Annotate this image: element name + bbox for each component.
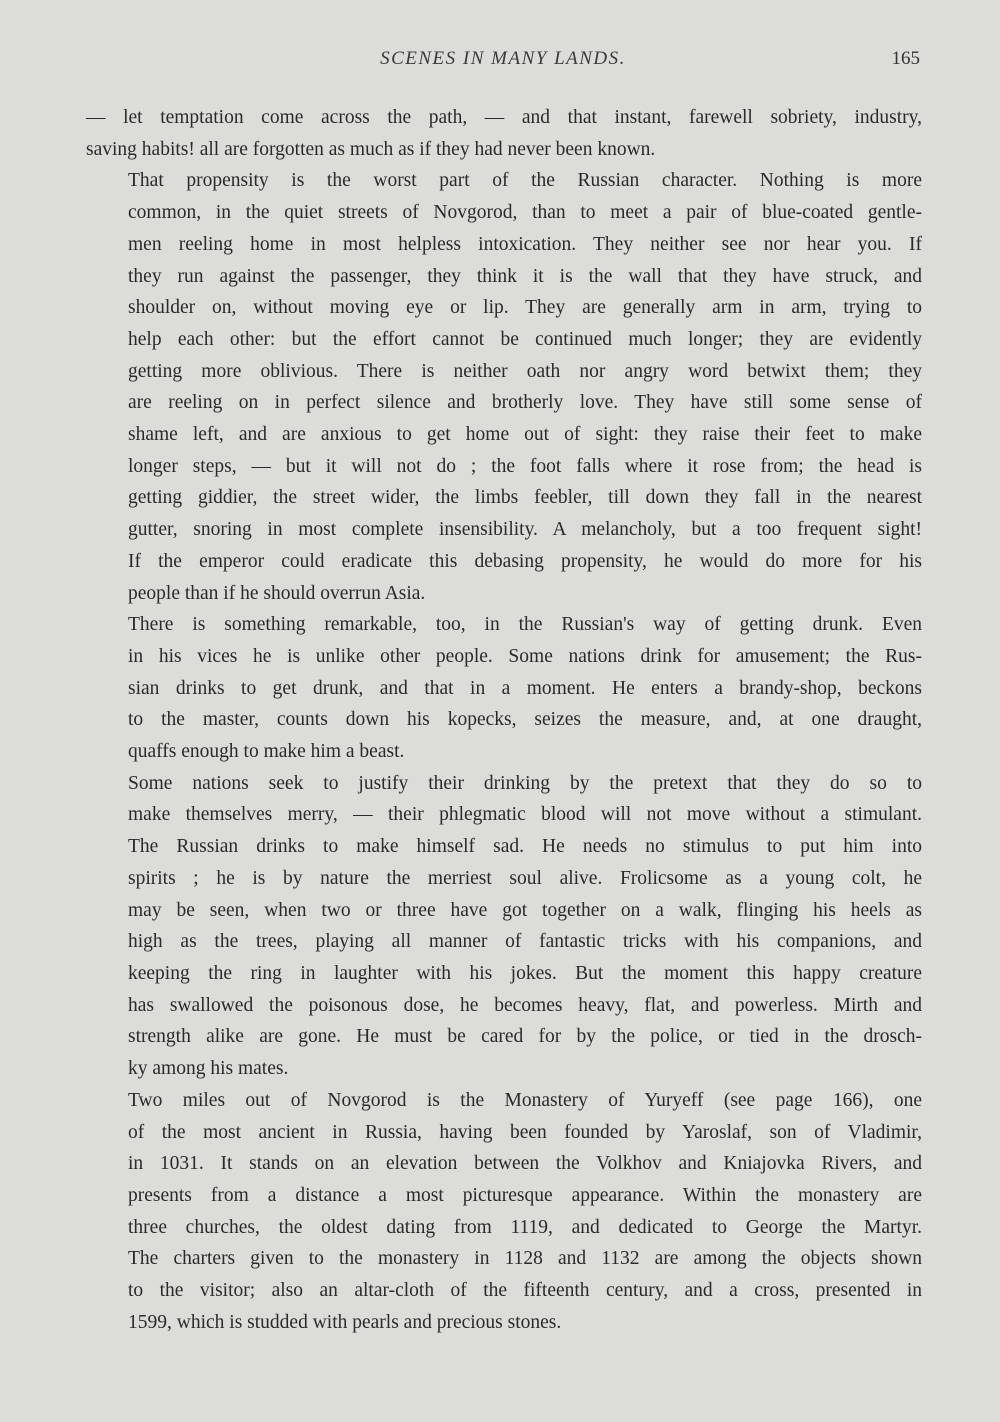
text-line: The Russian drinks to make himself sad. He needs no stimulus to put him into	[128, 836, 922, 858]
running-head	[86, 48, 920, 78]
paragraph	[86, 768, 922, 1085]
text-line: to the visitor; also an altar-cloth of the fifteenth century, and a cross, presented in	[128, 1280, 922, 1302]
text-line: Some nations seek to justify their drinking by the pretext that they do so to	[128, 772, 922, 794]
text-line: The charters given to the monastery in 1128 and 1132 are among the objects shown	[128, 1248, 922, 1270]
text-line: presents from a distance a most picturesque appearance. Within the monastery are	[128, 1184, 922, 1206]
text-line: shame left, and are anxious to get home out of sight: they raise their feet to make	[128, 424, 922, 446]
text-line: getting giddier, the street wider, the limbs feebler, till down they fall in the nearest	[128, 487, 922, 509]
text-line: may be seen, when two or three have got together on a walk, flinging his heels as	[128, 899, 922, 921]
text-line: three churches, the oldest dating from 1119, and dedicated to George the Martyr.	[128, 1216, 922, 1238]
text-line: men reeling home in most helpless intoxication. They neither see nor hear you. If	[128, 233, 922, 255]
body-text	[86, 102, 922, 1338]
text-line: If the emperor could eradicate this debasing propensity, he would do more for his	[128, 550, 922, 572]
text-line: to the master, counts down his kopecks, seizes the measure, and, at one draught,	[128, 709, 922, 731]
text-line: in his vices he is unlike other people. Some nations drink for amusement; the Rus-	[128, 645, 922, 667]
text-line: people than if he should overrun Asia.	[128, 582, 426, 604]
paragraph	[86, 609, 922, 768]
text-line: gutter, snoring in most complete insensibility. A melancholy, but a too frequent sight!	[128, 519, 922, 541]
text-line: sian drinks to get drunk, and that in a moment. He enters a brandy-shop, beckons	[128, 677, 922, 699]
text-line: high as the trees, playing all manner of fantastic tricks with his companions, and	[128, 931, 922, 953]
text-line: ky among his mates.	[128, 1058, 289, 1080]
text-line: That propensity is the worst part of the Russian character. Nothing is more	[128, 170, 922, 192]
text-line: quaffs enough to make him a beast.	[128, 741, 405, 763]
text-line: make themselves merry, — their phlegmatic blood will not move without a stimulant.	[128, 804, 922, 826]
page-number: 165	[891, 48, 920, 69]
text-line: 1599, which is studded with pearls and precious stones.	[128, 1311, 562, 1333]
running-title: SCENES IN MANY LANDS.	[380, 48, 626, 69]
text-line: has swallowed the poisonous dose, he becomes heavy, flat, and powerless. Mirth and	[128, 994, 922, 1016]
text-line: — let temptation come across the path, — and that instant, farewell sobriety, industry,	[86, 107, 922, 128]
text-line: of the most ancient in Russia, having been founded by Yaroslaf, son of Vladimir,	[128, 1121, 922, 1143]
text-line: spirits ; he is by nature the merriest soul alive. Frolicsome as a young colt, he	[128, 867, 922, 889]
text-line: common, in the quiet streets of Novgorod, than to meet a pair of blue-coated gentle-	[128, 202, 922, 224]
text-line: longer steps, — but it will not do ; the foot falls where it rose from; the head is	[128, 455, 922, 477]
text-line: getting more oblivious. There is neither oath nor angry word betwixt them; they	[128, 360, 922, 382]
text-line: are reeling on in perfect silence and brotherly love. They have still some sense of	[128, 392, 922, 414]
text-line: shoulder on, without moving eye or lip. They are generally arm in arm, trying to	[128, 297, 922, 319]
paragraph	[86, 1085, 922, 1339]
text-line: help each other: but the effort cannot be continued much longer; they are evidently	[128, 328, 922, 350]
text-line: There is something remarkable, too, in the Russian's way of getting drunk. Even	[128, 614, 922, 636]
text-line: in 1031. It stands on an elevation between the Volkhov and Kniajovka Rivers, and	[128, 1153, 922, 1175]
paragraph	[86, 165, 922, 609]
text-line: Two miles out of Novgorod is the Monastery of Yuryeff (see page 166), one	[128, 1089, 922, 1111]
text-line: keeping the ring in laughter with his jokes. But the moment this happy creature	[128, 962, 922, 984]
text-line: strength alike are gone. He must be cared for by the police, or tied in the drosch-	[128, 1026, 922, 1048]
paragraph	[86, 102, 922, 165]
text-line: they run against the passenger, they think it is the wall that they have struck, and	[128, 265, 922, 287]
text-line: saving habits! all are forgotten as much as if they had never been known.	[86, 138, 656, 160]
